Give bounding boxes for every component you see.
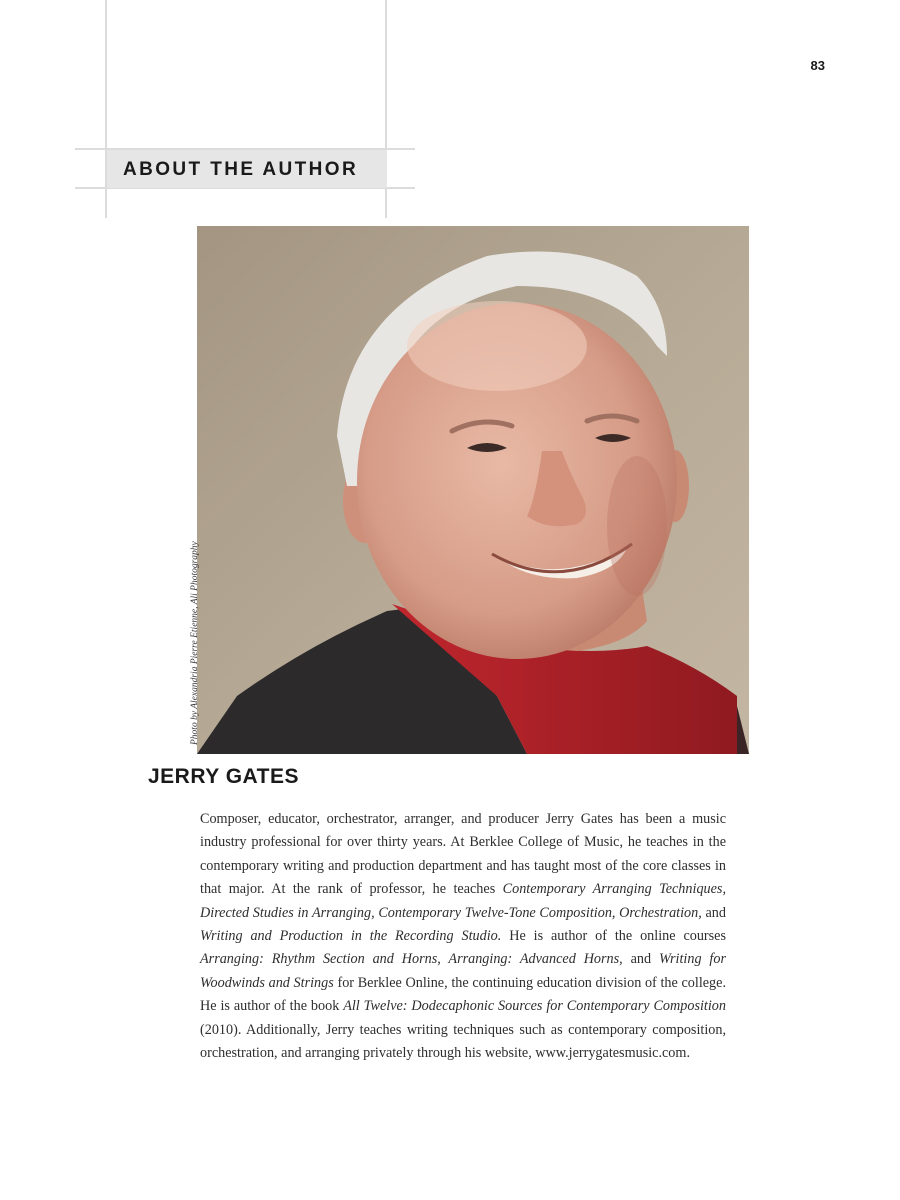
bio-segment: and [701, 904, 726, 921]
bio-segment: (2010). Additionally, Jerry teaches writing techniques such as contemporary composition, orchestration, and arranging privately through his website, www.jerrygatesmusic.com. [200, 1021, 726, 1062]
bio-segment-italic: Writing for Woodwinds and Strings [200, 951, 726, 991]
bio-segment-italic: Arranging: Rhythm Section and Horns, Arranging: Advanced Horns, [200, 951, 623, 968]
bio-segment-italic: Writing and Production in the Recording Studio. [200, 928, 502, 945]
bio-segment-italic: All Twelve: Dodecaphonic Sources for Contemporary Composition [343, 998, 726, 1015]
bio-segment: and [622, 951, 659, 968]
author-bio [200, 808, 726, 1065]
bio-segment: Composer, educator, orchestrator, arranger, and producer Jerry Gates has been a music industry professional for over thirty years. At Berklee College of Music, he teaches in the contemporary writing and production department and has taught most of the core classes in that major. At the rank of professor, he teaches [200, 811, 726, 898]
bio-segment-italic: Contemporary Arranging Techniques, Directed Studies in Arranging, Contemporary Twelve-Tone Composition, Orchestration, [200, 881, 726, 921]
page-number: 83 [810, 58, 825, 73]
photo-credit: Photo by Alexandria Pierre Etienne, Ali Photography [190, 541, 200, 745]
bio-segment: for Berklee Online, the continuing education division of the college. He is author of the book [200, 974, 726, 1015]
section-title: ABOUT THE AUTHOR [123, 159, 359, 180]
author-name: JERRY GATES [148, 765, 299, 788]
author-photo [197, 226, 749, 754]
bio-segment: He is author of the online courses [501, 928, 726, 945]
